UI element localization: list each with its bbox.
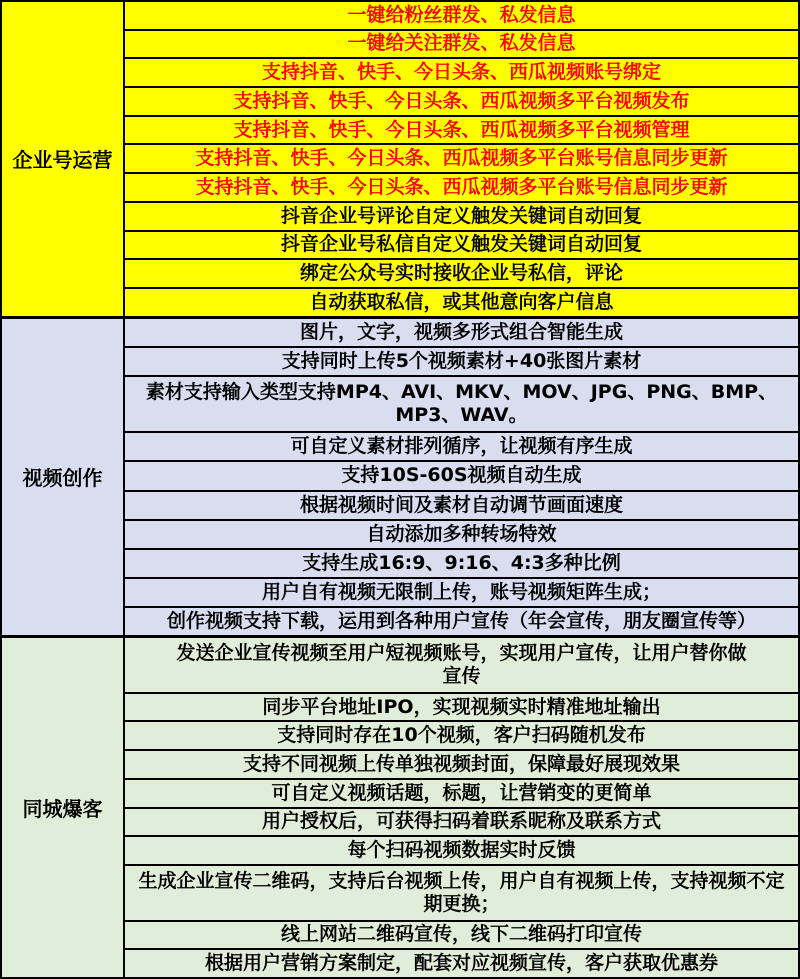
table-row: 支持生成16:9、9:16、4:3多种比例: [125, 548, 798, 577]
table-row: 绑定公众号实时接收企业号私信，评论: [125, 258, 798, 287]
table-row: 用户自有视频无限制上传，账号视频矩阵生成；: [125, 577, 798, 606]
table-row: 抖音企业号评论自定义触发关键词自动回复: [125, 201, 798, 230]
table-row: 创作视频支持下载，运用到各种用户宣传（年会宣传，朋友圈宣传等）: [125, 606, 798, 635]
table-row: 支持抖音、快手、今日头条、西瓜视频多平台账号信息同步更新: [125, 143, 798, 172]
table-row: 自动添加多种转场特效: [125, 519, 798, 548]
table-row: 支持同时存在10个视频，客户扫码随机发布: [125, 720, 798, 749]
section-video-creation: [2, 316, 798, 636]
table-row: 每个扫码视频数据实时反馈: [125, 835, 798, 864]
section-header-video-creation: 视频创作: [2, 319, 125, 636]
table-row: 支持抖音、快手、今日头条、西瓜视频多平台视频发布: [125, 86, 798, 115]
table-row: 支持同时上传5个视频素材+40张图片素材: [125, 346, 798, 375]
section-header-enterprise-account: 企业号运营: [2, 2, 125, 316]
table-row: 支持抖音、快手、今日头条、西瓜视频多平台账号信息同步更新: [125, 172, 798, 201]
table-row: 素材支持输入类型支持MP4、AVI、MKV、MOV、JPG、PNG、BMP、MP3、WAV。: [125, 375, 798, 431]
table-row: 根据用户营销方案制定，配套对应视频宣传，客户获取优惠券: [125, 948, 798, 977]
table-row: 根据视频时间及素材自动调节画面速度: [125, 490, 798, 519]
table-row: 一键给关注群发、私发信息: [125, 29, 798, 58]
section-local-customers: [2, 635, 798, 977]
table-row: 同步平台地址IPO，实现视频实时精准地址输出: [125, 692, 798, 721]
table-row: 发送企业宣传视频至用户短视频账号，实现用户宣传，让用户替你做宣传: [176, 641, 747, 688]
table-row: 支持抖音、快手、今日头条、西瓜视频多平台视频管理: [125, 115, 798, 144]
table-row: 支持不同视频上传单独视频封面，保障最好展现效果: [125, 749, 798, 778]
table-row: 可自定义素材排列循序，让视频有序生成: [125, 431, 798, 460]
table-row: 图片，文字，视频多形式组合智能生成: [299, 320, 623, 343]
section-header-local-customers: 同城爆客: [2, 638, 125, 977]
table-row: 支持10S-60S视频自动生成: [125, 460, 798, 489]
table-row: 线上网站二维码宣传，线下二维码打印宣传: [125, 920, 798, 949]
table-row: 生成企业宣传二维码，支持后台视频上传，用户自有视频上传，支持视频不定期更换；: [125, 864, 798, 919]
section-rows-video-creation: [125, 319, 798, 636]
table-row: 用户授权后，可获得扫码着联系昵称及联系方式: [125, 807, 798, 836]
table-row: 自动获取私信，或其他意向客户信息: [125, 287, 798, 316]
section-enterprise-account: [2, 2, 798, 316]
table-row: 抖音企业号私信自定义触发关键词自动回复: [125, 230, 798, 259]
table-row: 可自定义视频话题，标题，让营销变的更简单: [125, 778, 798, 807]
section-rows-enterprise-account: [125, 2, 798, 316]
table-row: 支持抖音、快手、今日头条、西瓜视频账号绑定: [125, 57, 798, 86]
table-row: 一键给粉丝群发、私发信息: [347, 3, 576, 26]
section-rows-local-customers: [125, 638, 798, 977]
